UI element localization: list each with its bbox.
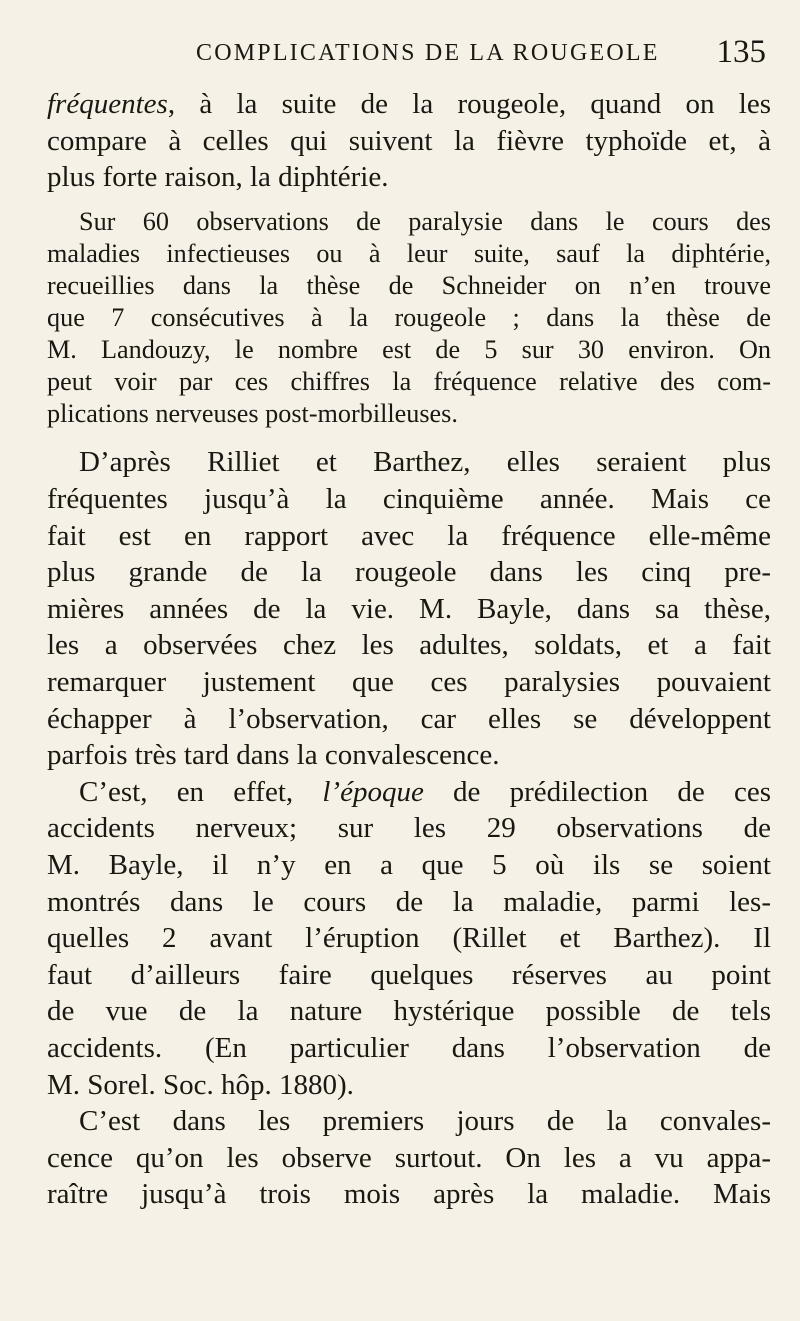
paragraph-4 bbox=[47, 774, 771, 1103]
text-line: faut d’ailleurs faire quelques réserves au point bbox=[47, 958, 771, 991]
text-line: plus grande de la rougeole dans les cinq pre- bbox=[47, 556, 771, 589]
text-line: plications nerveuses post-morbilleuses. bbox=[47, 399, 458, 429]
text-line: remarquer justement que ces paralysies pouvaient bbox=[47, 666, 771, 698]
text-line: M. Sorel. Soc. hôp. 1880). bbox=[47, 1068, 354, 1101]
paragraph-3 bbox=[47, 444, 771, 773]
text-line: que 7 consécutives à la rougeole ; dans la thèse de bbox=[47, 303, 771, 333]
text-line: quelles 2 avant l’éruption (Rillet et Barthez). Il bbox=[47, 922, 771, 955]
text-line: fréquentes, à la suite de la rougeole, quand on les bbox=[47, 88, 771, 120]
page-number: 135 bbox=[716, 34, 766, 70]
text-line: de vue de la nature hystérique possible de tels bbox=[47, 995, 771, 1028]
text-line: fait est en rapport avec la fréquence elle-même bbox=[47, 519, 771, 552]
text-line: M. Bayle, il n’y en a que 5 où ils se soient bbox=[47, 848, 771, 881]
text-line: recueillies dans la thèse de Schneider on n’en trouve bbox=[47, 270, 771, 300]
text-line: cence qu’on les observe surtout. On les a vu appa- bbox=[47, 1141, 771, 1174]
running-title: COMPLICATIONS DE LA ROUGEOLE bbox=[196, 40, 660, 66]
text-line: D’après Rilliet et Barthez, elles seraient plus bbox=[79, 446, 771, 479]
text-line: accidents nerveux; sur les 29 observations de bbox=[47, 812, 771, 845]
text-line: peut voir par ces chiffres la fréquence relative des com- bbox=[47, 367, 771, 397]
text-line: Sur 60 observations de paralysie dans le cours des bbox=[79, 206, 771, 236]
running-head bbox=[196, 34, 766, 74]
paragraph-5 bbox=[47, 1103, 771, 1213]
text-line: parfois très tard dans la convalescence. bbox=[47, 739, 500, 772]
text-line: C’est dans les premiers jours de la convales- bbox=[79, 1105, 771, 1138]
text-line: compare à celles qui suivent la fièvre typhoïde et, à bbox=[47, 124, 771, 157]
paragraph-2 bbox=[47, 206, 771, 431]
paragraph-1 bbox=[47, 86, 771, 196]
text-line: les a observées chez les adultes, soldats, et a fait bbox=[47, 629, 771, 662]
text-line: fréquentes jusqu’à la cinquième année. Mais ce bbox=[47, 483, 771, 516]
body-text bbox=[47, 86, 771, 1213]
text-line: accidents. (En particulier dans l’observation de bbox=[47, 1031, 771, 1064]
text-line: C’est, en effet, l’époque de prédilection de ces bbox=[79, 775, 771, 808]
text-line: montrés dans le cours de la maladie, parmi les- bbox=[47, 885, 771, 918]
text-line: mières années de la vie. M. Bayle, dans sa thèse, bbox=[47, 592, 771, 625]
text-line: échapper à l’observation, car elles se développent bbox=[47, 702, 771, 735]
italic-word: fréquentes bbox=[47, 88, 168, 120]
text-line: raître jusqu’à trois mois après la maladie. Mais bbox=[47, 1178, 771, 1211]
text-line: M. Landouzy, le nombre est de 5 sur 30 environ. On bbox=[47, 335, 771, 365]
text-line: maladies infectieuses ou à leur suite, sauf la diphtérie, bbox=[47, 238, 771, 268]
italic-word: l’époque bbox=[322, 775, 424, 808]
text-line: plus forte raison, la diphtérie. bbox=[47, 161, 389, 194]
